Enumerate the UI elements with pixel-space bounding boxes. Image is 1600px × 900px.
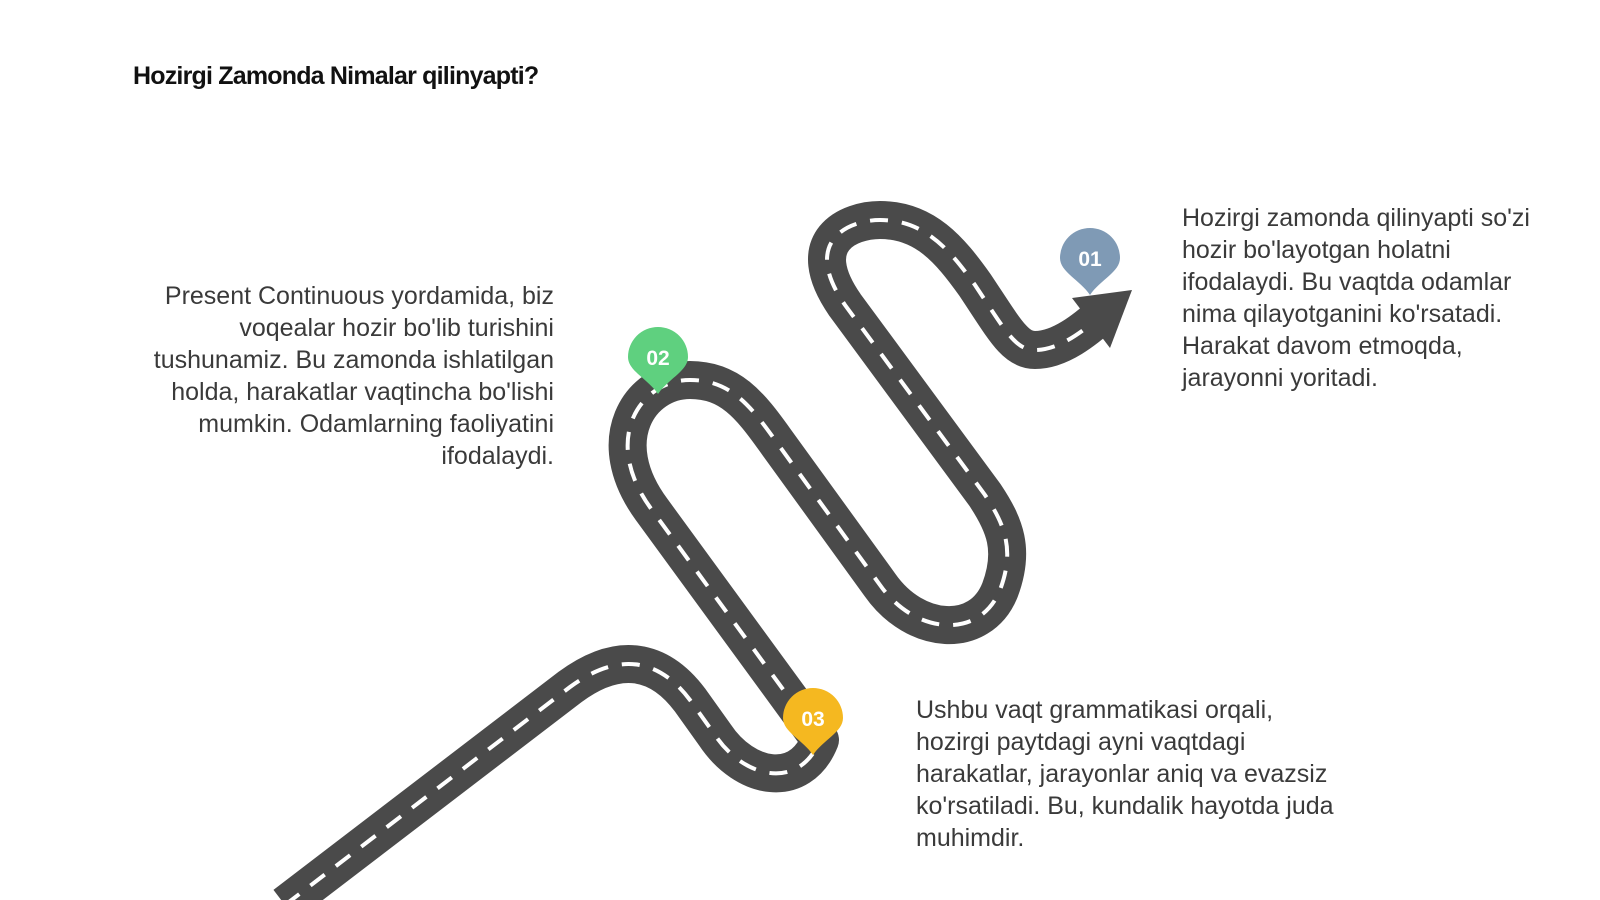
marker-01-pin [1060, 228, 1120, 295]
description-line: harakatlar, jarayonlar aniq va evazsiz [916, 760, 1328, 788]
description-line: nima qilayotganini ko'rsatadi. [1182, 300, 1503, 328]
marker-01-description [1182, 202, 1530, 394]
marker-01-label: 01 [1078, 248, 1102, 271]
description-line: Hozirgi zamonda qilinyapti so'zi [1182, 204, 1530, 232]
description-line: hozirgi paytdagi ayni vaqtdagi [916, 728, 1246, 756]
marker-02-description [90, 280, 554, 472]
description-line: Harakat davom etmoqda, [1182, 332, 1463, 360]
description-line: Ushbu vaqt grammatikasi orqali, [916, 696, 1274, 724]
description-line: mumkin. Odamlarning faoliyatini [198, 410, 554, 438]
marker-03-label: 03 [801, 708, 825, 731]
marker-03-description [916, 694, 1334, 854]
description-line: ifodalaydi. Bu vaqtda odamlar [1182, 268, 1512, 296]
marker-02-label: 02 [646, 347, 670, 370]
description-line: ifodalaydi. [441, 442, 554, 470]
description-line: muhimdir. [916, 824, 1025, 852]
description-line: voqealar hozir bo'lib turishini [239, 314, 554, 342]
description-line: Present Continuous yordamida, biz [164, 282, 554, 310]
description-line: hozir bo'layotgan holatni [1182, 236, 1451, 264]
slide-title: Hozirgi Zamonda Nimalar qilinyapti? [133, 62, 539, 90]
description-line: ko'rsatiladi. Bu, kundalik hayotda juda [916, 792, 1334, 820]
description-line: tushunamiz. Bu zamonda ishlatilgan [153, 346, 554, 374]
description-line: jarayonni yoritadi. [1182, 364, 1378, 392]
description-line: holda, harakatlar vaqtincha bo'lishi [171, 378, 554, 406]
